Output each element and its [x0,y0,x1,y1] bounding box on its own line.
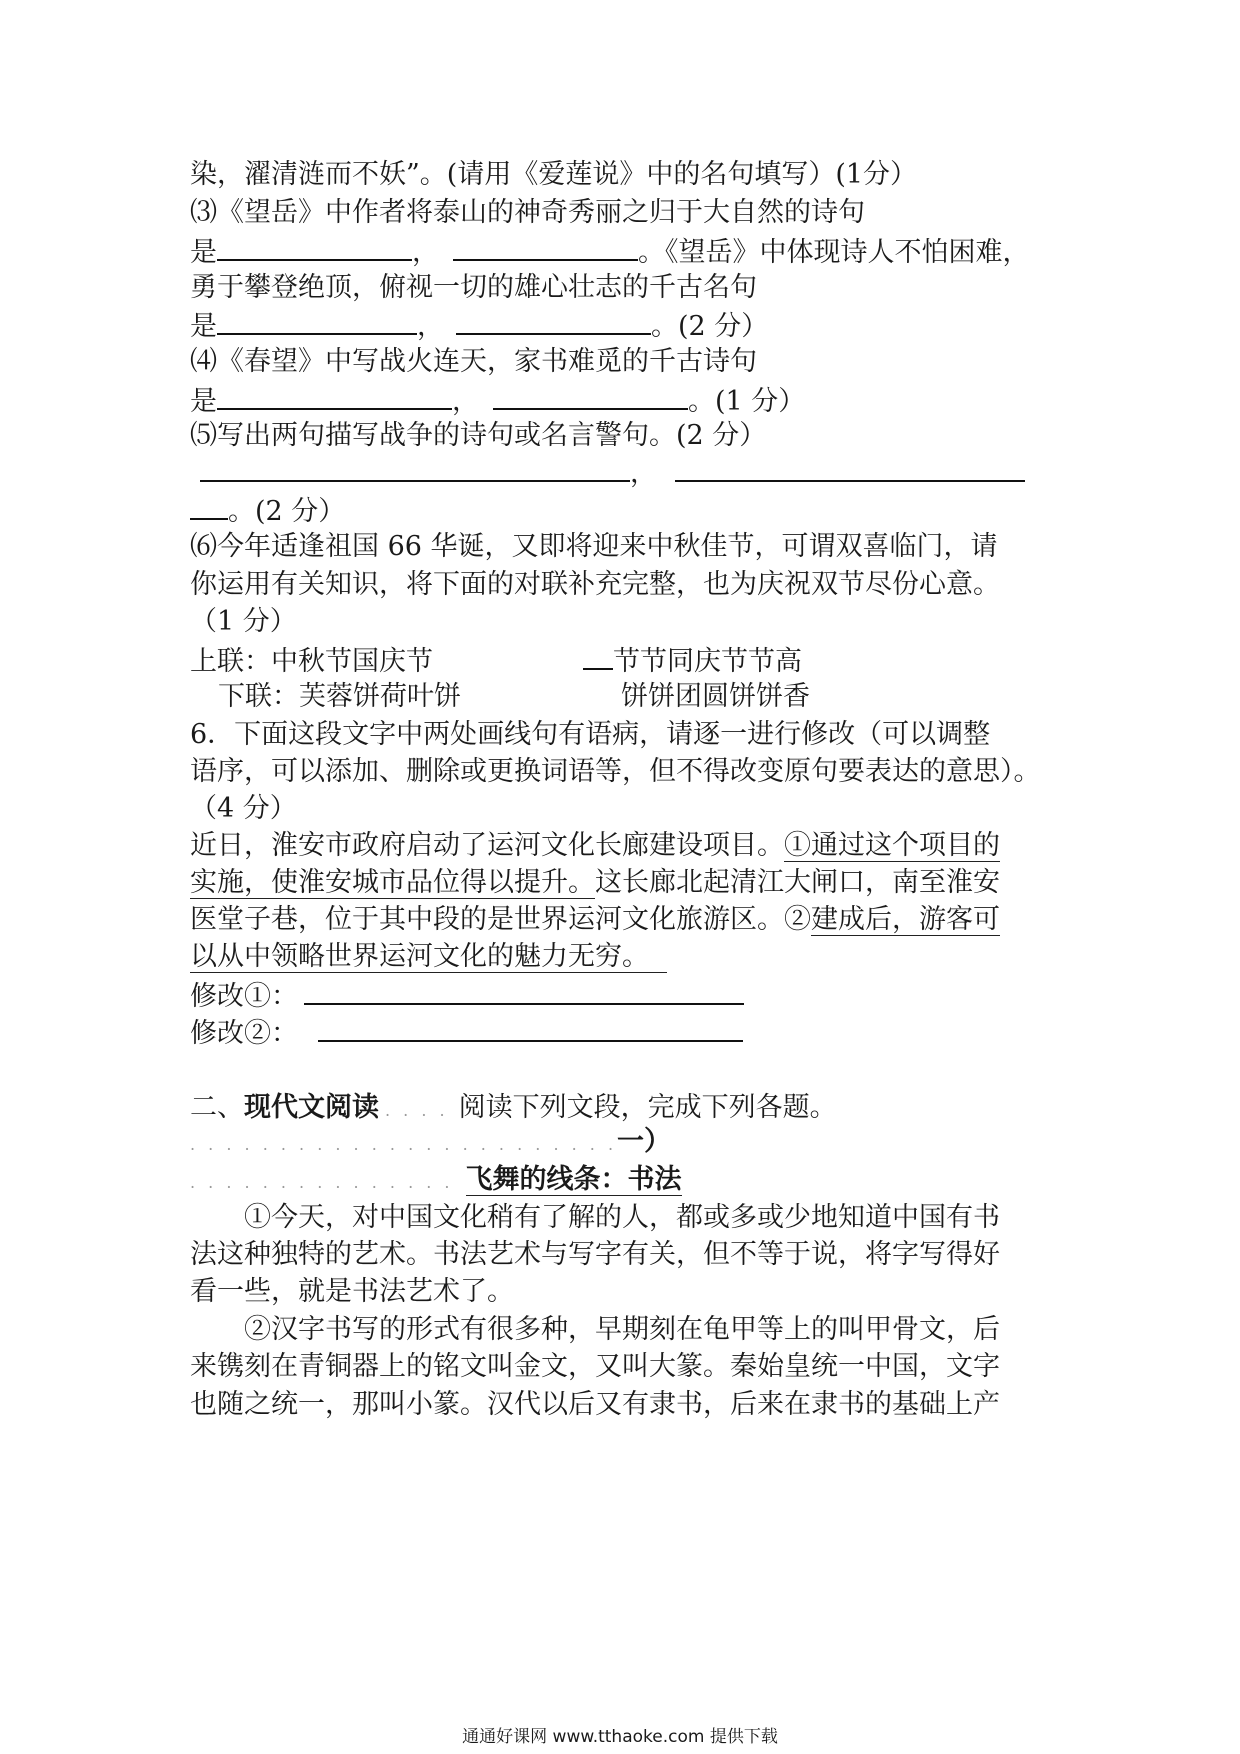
subsection-label: 一） [617,1126,672,1157]
page-footer: 通通好课网 www.tthaoke.com 提供下载 [462,1727,778,1747]
answer-line: 是 ， 。《望岳》中体现诗人不怕困难， [190,231,1030,273]
underlined-sentence: ①通过这个项目的 [784,830,1000,861]
question-line: ⑷《春望》中写战火连天，家书难觅的千古诗句 [190,346,757,377]
couplet-line: 下联：芙蓉饼荷叶饼 饼饼团圆饼饼香 [218,681,810,712]
article-paragraph-line: 看一些，就是书法艺术了。 [190,1276,514,1307]
answer-blank[interactable] [583,640,613,670]
question-line: ⑶《望岳》中作者将泰山的神奇秀丽之归于大自然的诗句 [190,197,865,228]
answer-blank[interactable] [190,490,228,520]
revision-input-2[interactable] [318,1012,743,1042]
answer-line: 是 ， 。(2 分） [190,305,768,347]
question-line: （4 分） [190,793,297,824]
article-paragraph-line: ②汉字书写的形式有很多种，早期刻在龟甲等上的叫甲骨文，后 [244,1314,1000,1345]
article-paragraph-line: 也随之统一，那叫小篆。汉代以后又有隶书，后来在隶书的基础上产 [190,1389,1000,1420]
answer-blank[interactable] [200,452,630,482]
section-instruction: 阅读下列文段，完成下列各题。 [458,1092,837,1123]
passage-line: 近日，淮安市政府启动了运河文化长廊建设项目。①通过这个项目的 [190,830,1000,861]
dot-leader: . . . . . . . . . . . . . . . . . . . . . . . . [190,1135,618,1154]
answer-blank[interactable] [217,231,412,261]
question-line: （1 分） [190,606,297,637]
question-line: 6．下面这段文字中两处画线句有语病，请逐一进行修改（可以调整 [190,719,991,750]
underlined-sentence: 建成后，游客可 [811,904,1000,935]
answer-blank[interactable] [493,380,688,410]
passage-line [190,937,667,977]
answer-blank[interactable] [456,305,651,335]
answer-blank[interactable] [675,452,1025,482]
article-title: 飞舞的线条：书法 [465,1164,682,1195]
answer-blank[interactable] [217,380,452,410]
answer-blank[interactable] [217,305,417,335]
question-line: ⑹今年适逢祖国 66 华诞，又即将迎来中秋佳节，可谓双喜临门，请 [190,531,998,562]
passage-line: 医堂子巷，位于其中段的是世界运河文化旅游区。②建成后，游客可 [190,904,1000,935]
dot-leader: . . . . . . . . . . . . . . . [190,1173,454,1192]
revision-line: 修改①： [190,975,744,1017]
revision-input-1[interactable] [304,975,744,1005]
question-line: ⑸写出两句描写战争的诗句或名言警句。(2 分） [190,420,767,451]
article-paragraph-line: 法这种独特的艺术。书法艺术与写字有关，但不等于说，将字写得好 [190,1239,1000,1270]
underlined-sentence: 实施，使淮安城市品位得以提升。 [190,867,595,898]
couplet-line: 上联：中秋节国庆节 节节同庆节节高 [190,640,802,682]
subsection-line [190,1122,671,1165]
article-paragraph-line: ①今天，对中国文化稍有了解的人，都或多或少地知道中国有书 [244,1202,1000,1233]
revision-line: 修改②： [190,1012,743,1054]
answer-line: 。(2 分） [190,490,345,532]
question-line: 染，濯清涟而不妖”。(请用《爱莲说》中的名句填写）(1分） [190,159,918,190]
article-title-line [190,1160,682,1203]
article-paragraph-line: 来镌刻在青铜器上的铭文叫金文，又叫大篆。秦始皇统一中国，文字 [190,1351,1000,1382]
answer-line: ， [200,452,1025,494]
question-line: 语序，可以添加、删除或更换词语等，但不得改变原句要表达的意思）。 [190,756,1041,787]
underlined-sentence: 以从中领略世界运河文化的魅力无穷。 [190,941,667,973]
dot-leader: . . . . [385,1101,449,1120]
section-title: 现代文阅读 [244,1092,379,1123]
passage-line: 实施，使淮安城市品位得以提升。这长廊北起清江大闸口，南至淮安 [190,867,1000,898]
question-line: 你运用有关知识，将下面的对联补充完整，也为庆祝双节尽份心意。 [190,569,1000,600]
section-heading: 二、现代文阅读 . . . . 阅读下列文段，完成下列各题。 [190,1092,837,1123]
answer-blank[interactable] [453,231,638,261]
answer-line: 是 ， 。(1 分） [190,380,805,422]
question-line: 勇于攀登绝顶，俯视一切的雄心壮志的千古名句 [190,272,757,303]
